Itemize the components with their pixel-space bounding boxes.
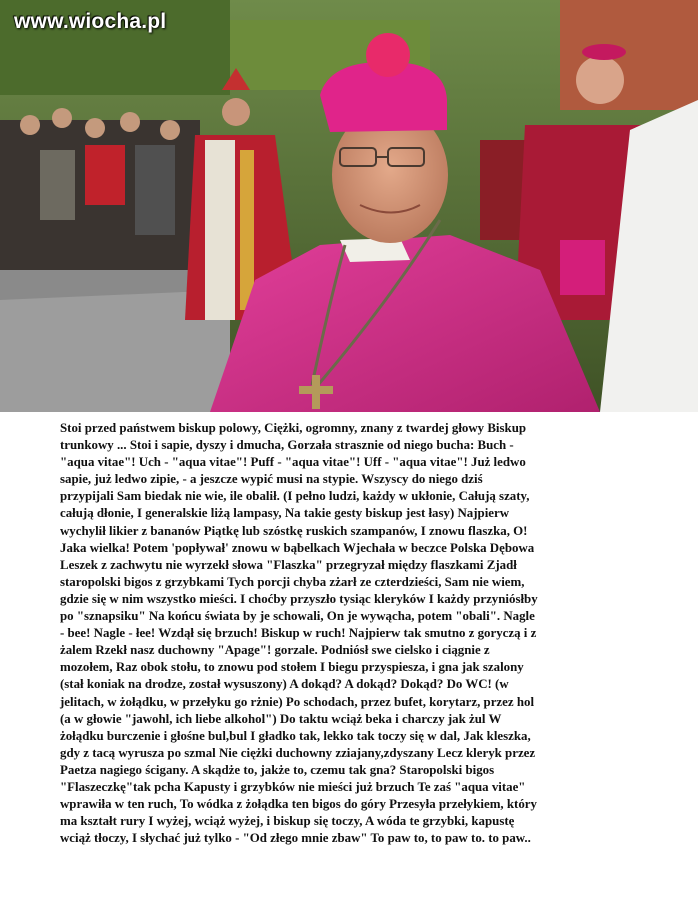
poem-line: wprawiła w ten ruch, To wódka z żołądka ten bigos do góry Przesyła przełykiem, który [60,797,537,812]
poem-line: (stał koniak na drodze, został wysuszony) A dokąd? A dokąd? Dokąd? Do WC! (w [60,677,509,692]
poem-line: wychylił likier z bananów Piątkę lub szóstkę ruskich szampanów, I znowu flaszka, O! [60,523,528,538]
poem-line: "Flaszeczkę"tak pcha Kapusty i grzybków nie mieści już brzuch Te zaś "aqua vitae" [60,779,526,794]
poem-line: sapie, już ledwo zipie, - a jeszcze wypić musi na stypie. Wszyscy do niego dziś [60,472,483,487]
poem-line: Paetza nagiego ścigany. A skądże to, jakże to, czemu tak gna? Staropolski bigos [60,762,495,777]
poem-line: ma kształt rury I wyżej, wciąż wyżej, i biskup się toczy, A wóda te grzybki, kapustę [60,814,515,829]
poem-line: żalem Rzekł nasz duchowny "Apage"! gorzale. Podniósł swe cielsko i ciągnie z [60,643,490,658]
crowd [0,108,200,270]
poem-line: wciąż tłoczy, I słychać już tylko - "Od złego mnie zbaw" To paw to, to paw to. to paw.. [60,831,531,846]
poem-line: Jaka wielka! Potem 'popływał' znowu w bąbelkach Wjechała w beczce Polska Dębowa [60,540,535,555]
poem-line: Leszek z zachwytu nie wyrzekł słowa "Flaszka" przegryzał między flaszkami Zjadł [60,557,517,572]
poem-line: po "sznapsiku" Na końcu świata by je schowali, On je wywącha, potem "obali". Nagle [60,609,535,624]
poem-line: żołądku burczenie i głośne bul,bul I gładko tak, lekko tak toczy się w dal, Jak kleszka, [60,728,531,743]
poem-line: gdy z tacą wyrusza po szmal Nie ciężki duchowny zziajany,zdyszany Lecz kleryk przez [60,745,536,760]
watermark: www.wiocha.pl [14,10,167,33]
poem-line: "aqua vitae"! Uch - "aqua vitae"! Puff - "aqua vitae"! Uff - "aqua vitae"! Już ledwo [60,455,526,470]
photo-bishop-procession [0,0,698,412]
photo-illustration [0,0,698,412]
poem-line: całują dłonie, I generalskie liżą lampasy, Na takie gesty biskup jest łasy) Najpierw [60,506,510,521]
poem-line: (a w głowie "jawohl, ich liebe alkohol") Do taktu wciąż beka i charczy jak żul W [60,711,502,726]
poem-line: gdzie się w nim wszystko mieści. I choćby przyszło tysiąc kleryków I każdy przyniósłby [60,591,538,606]
poem-line: Stoi przed państwem biskup polowy, Ciężki, ogromny, znany z twardej głowy Biskup [60,421,527,435]
poem-line: jelitach, w żołądku, w przełyku go rżnie) Po schodach, przez bufet, korytarz, przez hol [60,694,535,709]
poem-line: mozołem, Raz obok stołu, to znowu pod stołem I biegu przyspiesza, i gna jak szalony [60,660,524,675]
poem-text [60,420,660,847]
poem-line: trunkowy ... Stoi i sapie, dyszy i dmucha, Gorzała strasznie od niego bucha: Buch - [60,438,514,453]
poem-line: - bee! Nagle - łee! Wzdął się brzuch! Biskup w ruch! Najpierw tak smutno z goryczą i z [60,626,537,641]
poem-line: staropolski bigos z grzybkami Tych porcji chyba zżarł ze czterdzieści, Sam nie wiem, [60,574,525,589]
poem-line: przypijali Sam biedak nie wie, ile obalił. (I pełno ludzi, każdy w ukłonie, Całują szaty, [60,489,530,504]
